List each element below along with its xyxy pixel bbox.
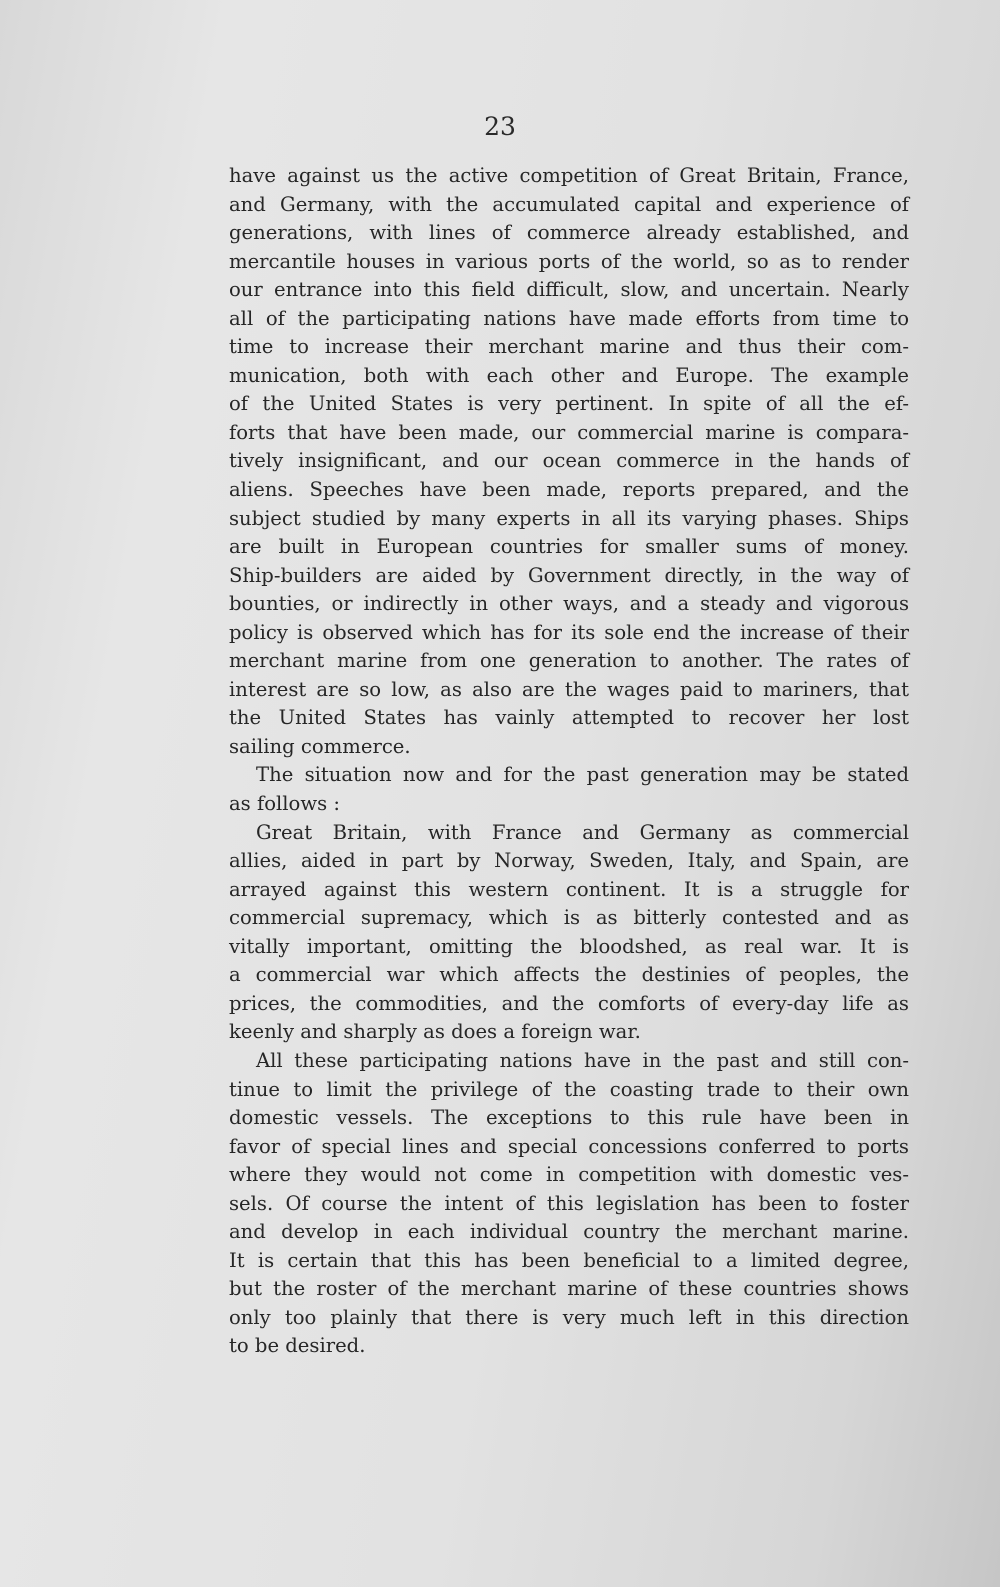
text-line: It is certain that this has been beneficial to a limited degree,	[229, 1248, 909, 1272]
text-line: sailing commerce.	[229, 734, 411, 758]
text-line: The situation now and for the past generation may be stated	[256, 763, 909, 787]
text-line: aliens. Speeches have been made, reports prepared, and the	[229, 478, 909, 502]
text-line: generations, with lines of commerce already established, and	[229, 221, 909, 245]
text-line: are built in European countries for smaller sums of money.	[229, 535, 909, 559]
text-line: all of the participating nations have made efforts from time to	[229, 306, 909, 330]
paragraph	[229, 761, 909, 818]
text-line: vitally important, omitting the bloodshed, as real war. It is	[229, 934, 909, 958]
text-line: Ship-builders are aided by Government directly, in the way of	[229, 563, 909, 587]
text-line: tively insignificant, and our ocean commerce in the hands of	[229, 449, 909, 473]
text-line: allies, aided in part by Norway, Sweden, Italy, and Spain, are	[229, 849, 909, 873]
body-text	[229, 162, 909, 1361]
text-line: our entrance into this field difficult, slow, and uncertain. Nearly	[229, 278, 909, 302]
text-line: commercial supremacy, which is as bitterly contested and as	[229, 906, 909, 930]
text-line: domestic vessels. The exceptions to this rule have been in	[229, 1106, 909, 1130]
text-line: sels. Of course the intent of this legislation has been to foster	[229, 1191, 909, 1215]
text-line: the United States has vainly attempted to recover her lost	[229, 706, 909, 730]
text-line: and Germany, with the accumulated capital and experience of	[229, 192, 909, 216]
text-line: tinue to limit the privilege of the coasting trade to their own	[229, 1077, 909, 1101]
text-line: arrayed against this western continent. It is a struggle for	[229, 877, 909, 901]
text-line: as follows :	[229, 792, 340, 816]
paragraph	[229, 819, 909, 1047]
text-line: and develop in each individual country the merchant marine.	[229, 1220, 909, 1244]
text-line: but the roster of the merchant marine of these countries shows	[229, 1277, 909, 1301]
text-line: All these participating nations have in the past and still con-	[256, 1048, 909, 1072]
paragraph	[229, 162, 909, 761]
text-line: Great Britain, with France and Germany as commercial	[256, 820, 909, 844]
text-line: policy is observed which has for its sole end the increase of their	[229, 620, 909, 644]
text-line: prices, the commodities, and the comforts of every-day life as	[229, 991, 909, 1015]
paragraph	[229, 1047, 909, 1361]
text-line: subject studied by many experts in all its varying phases. Ships	[229, 506, 909, 530]
text-line: a commercial war which affects the destinies of peoples, the	[229, 963, 909, 987]
text-line: favor of special lines and special concessions conferred to ports	[229, 1134, 909, 1158]
text-line: keenly and sharply as does a foreign war.	[229, 1020, 641, 1044]
text-line: to be desired.	[229, 1334, 366, 1358]
text-line: interest are so low, as also are the wages paid to mariners, that	[229, 677, 909, 701]
text-line: munication, both with each other and Europe. The example	[229, 363, 909, 387]
text-line: where they would not come in competition with domestic ves-	[229, 1163, 909, 1187]
text-line: forts that have been made, our commercial marine is compara-	[229, 420, 909, 444]
text-line: have against us the active competition of Great Britain, France,	[229, 164, 909, 187]
text-line: time to increase their merchant marine and thus their com-	[229, 335, 909, 359]
text-line: mercantile houses in various ports of the world, so as to render	[229, 249, 909, 273]
text-line: merchant marine from one generation to another. The rates of	[229, 649, 909, 673]
page-number: 23	[484, 112, 516, 141]
text-line: only too plainly that there is very much left in this direction	[229, 1305, 909, 1329]
text-line: of the United States is very pertinent. In spite of all the ef-	[229, 392, 909, 416]
text-line: bounties, or indirectly in other ways, and a steady and vigorous	[229, 592, 909, 616]
